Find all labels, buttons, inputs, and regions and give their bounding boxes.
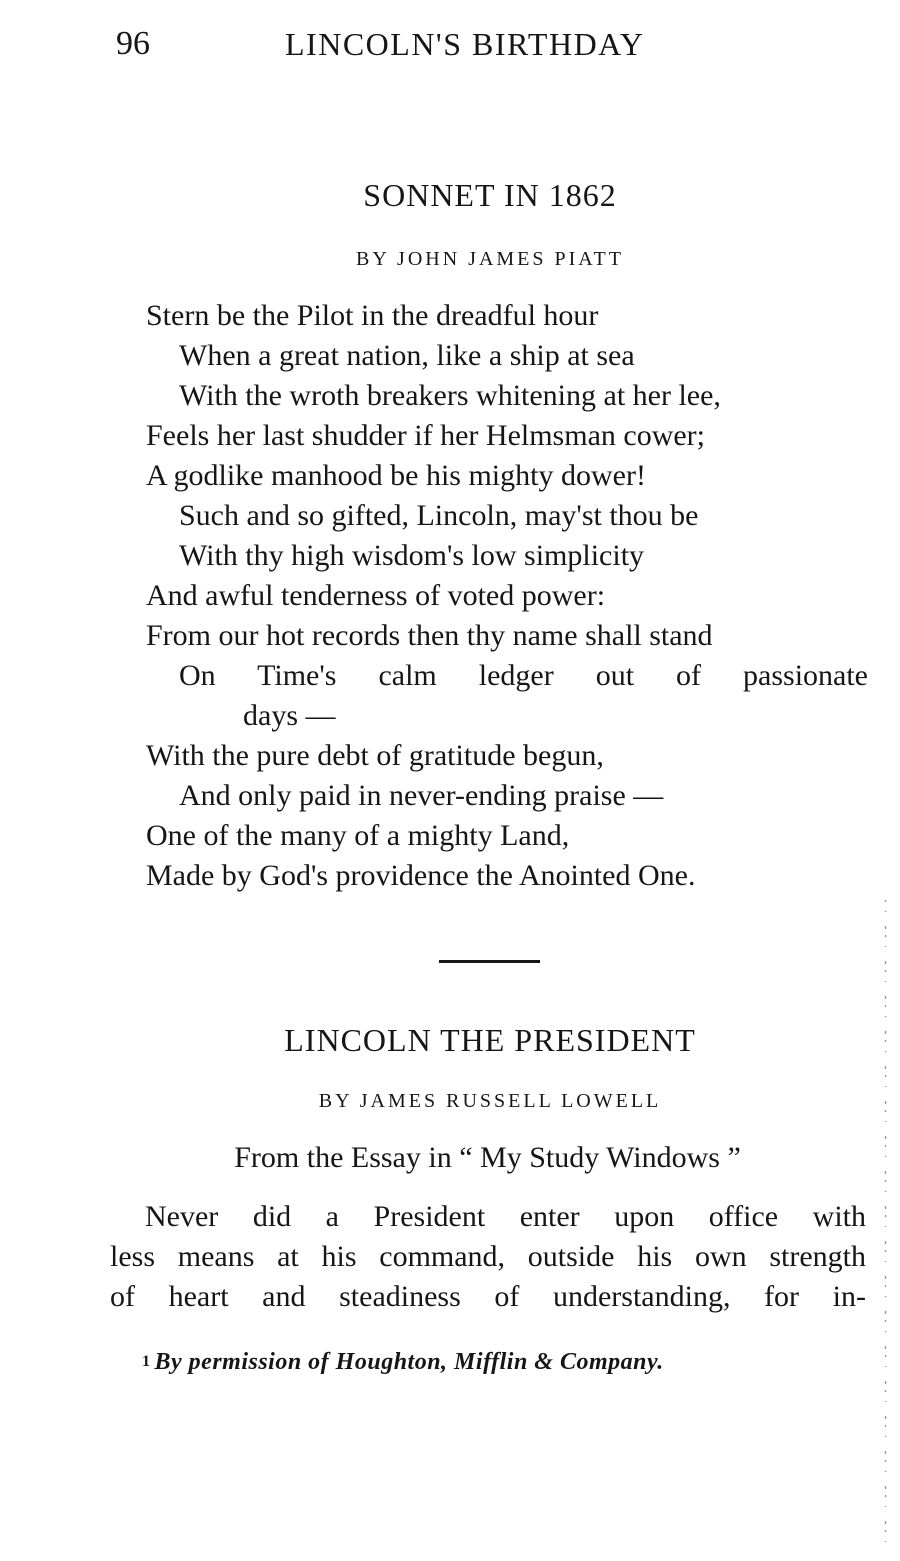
sonnet-lines [146,296,868,896]
poem-line: One of the many of a mighty Land, [146,819,570,852]
scan-edge-noise [884,900,887,1550]
footnote-text: By permission of Houghton, Mifflin & Company. [154,1349,664,1375]
footnote [142,1344,664,1380]
poem-line: With thy high wisdom's low simplicity [179,539,645,572]
poem-line: On Time's calm ledger out of passionate [179,659,868,692]
essay-title: LINCOLN THE PRESIDENT [284,1022,696,1058]
running-title: LINCOLN'S BIRTHDAY [285,26,645,62]
running-head [0,22,900,66]
poem-line: From our hot records then thy name shall stand [146,619,713,652]
sonnet-byline: BY JOHN JAMES PIATT [356,248,624,270]
section-divider [439,960,540,963]
essay-source: From the Essay in “ My Study Windows ” [234,1141,741,1174]
poem-line: Stern be the Pilot in the dreadful hour [146,299,599,332]
poem-line: And only paid in never-ending praise — [179,779,664,812]
essay-byline: BY JAMES RUSSELL LOWELL [318,1090,662,1112]
poem-line: With the wroth breakers whitening at her lee, [179,379,721,412]
poem-line: When a great nation, like a ship at sea [179,339,635,372]
poem-line: Made by God's providence the Anointed One. [146,859,696,892]
poem-line: And awful tenderness of voted power: [146,579,606,612]
footnote-marker: 1 [142,1353,151,1370]
prose-line: of heart and steadiness of understanding, for in- [110,1280,866,1313]
poem-line: days — [243,699,336,732]
poem-line: A godlike manhood be his mighty dower! [146,459,646,492]
essay-paragraph [110,1197,866,1317]
prose-line: Never did a President enter upon office with [145,1200,866,1233]
prose-line: less means at his command, outside his own strength [110,1240,866,1273]
sonnet-title: SONNET IN 1862 [363,177,617,213]
page-number: 96 [116,25,150,62]
poem-line: With the pure debt of gratitude begun, [146,739,604,772]
poem-line: Such and so gifted, Lincoln, may'st thou be [179,499,699,532]
poem-line: Feels her last shudder if her Helmsman cower; [146,419,705,452]
